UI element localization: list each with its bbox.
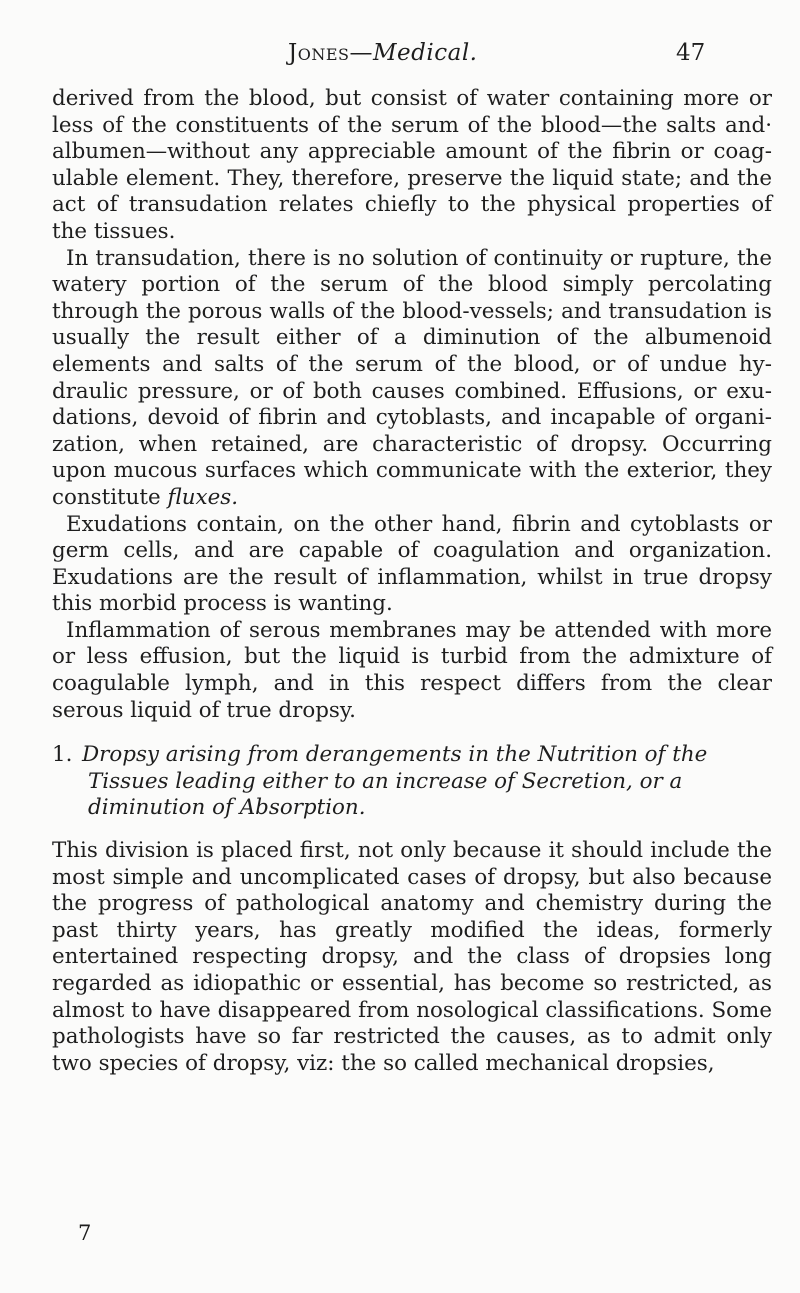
section-title: Dropsy arising from derangements in the Nutrition of the Tissues leading either to an increase of Secretion, or a diminution of Absorption. <box>82 742 708 821</box>
running-head <box>0 40 800 76</box>
running-head-title <box>288 40 478 66</box>
paragraph-division <box>52 838 772 1077</box>
section-heading <box>52 742 772 822</box>
signature-mark: 7 <box>78 1221 92 1245</box>
page-number: 47 <box>676 40 706 66</box>
subject-title: Medical. <box>372 40 478 66</box>
title-separator: — <box>349 40 373 66</box>
body-text <box>52 86 772 1077</box>
paragraph-inflammation <box>52 618 772 724</box>
paragraph-continuation <box>52 86 772 246</box>
author-name: Jones <box>288 40 350 66</box>
paragraph-text: Exudations contain, on the other hand, fibrin and cytoblasts or germ cells, and are capable of coagulation and organization. Exudations are the result of inflammation, whilst in true dropsy this morbid process is wanting. <box>52 511 772 617</box>
paragraph-text: Inflammation of serous membranes may be attended with more or less effusion, but the liquid is turbid from the admixture of coagulable lymph, and in this respect differs from the clear serous liquid of true dropsy. <box>52 617 772 723</box>
paragraph-exudations <box>52 512 772 618</box>
paragraph-text: This division is placed first, not only because it should include the most simple and uncomplicated cases of dropsy, but also because the progress of pathological anatomy and chemistry during the past thirty years, has greatly modified the ideas, formerly entertained respecting dropsy, and the class of dropsies long regarded as idiopathic or essential, has become so restricted, as almost to have disappeared from nosological classifications. Some pathologists have so far restricted the causes, as to admit only two species of dropsy, viz: the so called mechanical dropsies, <box>52 838 772 1076</box>
emphasis-fluxes: fluxes. <box>167 484 239 510</box>
paragraph-text: derived from the blood, but consist of water containing more or less of the constituents of the serum of the blood—the salts and· albumen—without any appreciable amount of the fibrin or coagulable element. They, therefore, preserve the liquid state; and the act of transudation relates chiefly to the physical properties of the tissues. <box>52 86 772 244</box>
section-number: 1. <box>52 742 73 768</box>
paragraph-transudation <box>52 246 772 512</box>
paragraph-text: In transudation, there is no solution of continuity or rupture, the watery portion of the serum of the blood simply percolating through the porous walls of the blood-vessels; and transudation is usually the result either of a diminution of the albumenoid elements and salts of the serum of the blood, or of undue hydraulic pressure, or of both causes combined. Effusions, or exudations, devoid of fibrin and cytoblasts, and incapable of organization, when retained, are characteristic of dropsy. Occurring upon mucous surfaces which communicate with the exterior, they constitute <box>52 245 772 510</box>
